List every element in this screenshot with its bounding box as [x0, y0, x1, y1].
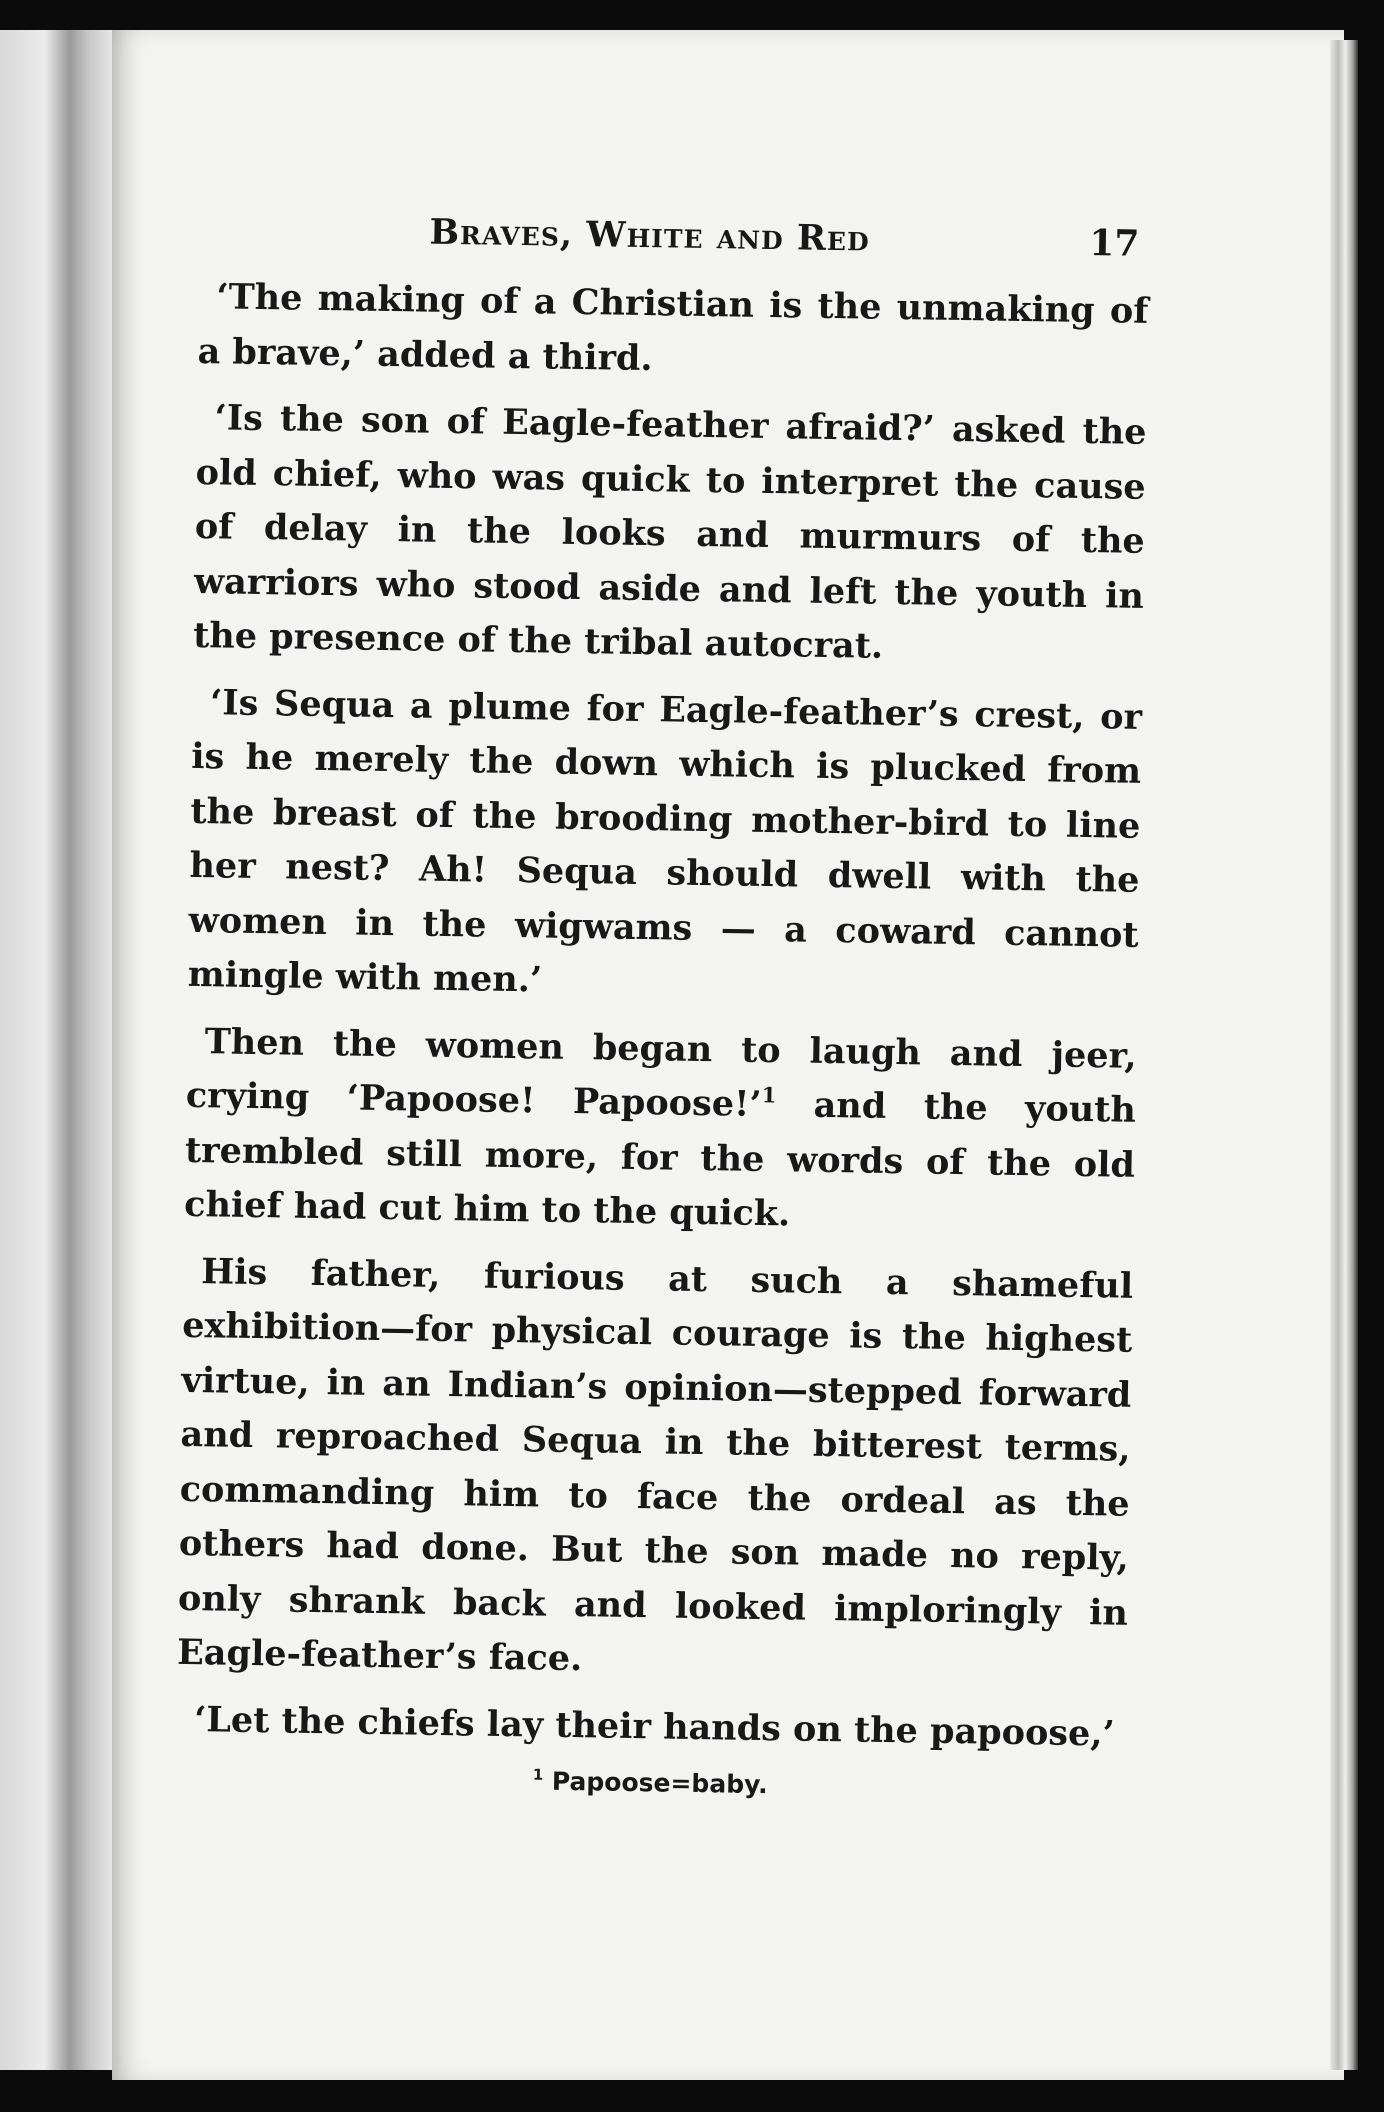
footnote-reference-mark: 1	[761, 1082, 777, 1108]
page-number: 17	[1088, 221, 1140, 265]
right-page-edge	[1330, 40, 1358, 2070]
page-text-block	[175, 200, 1150, 1805]
paragraph-4-text-after-mark: and the youth trembled still more, for the words of the old chief had cut him to the quick.	[183, 1084, 1137, 1235]
footnote-text: Papoose=baby.	[542, 1766, 768, 1800]
paragraph-3: ‘Is Sequa a plume for Eagle-feather’s crest, or is he merely the down which is plucked from the breast of the brooding mother-bird to line her nest? Ah! Sequa should dwell with the women in the wigwams — a coward cannot mingle with men.’	[187, 681, 1143, 1001]
paragraph-1: ‘The making of a Christian is the unmaking of a brave,’ added a third.	[197, 276, 1149, 379]
footnote-mark: 1	[532, 1765, 544, 1784]
running-head-title: Braves, White and Red	[429, 211, 871, 260]
running-head	[199, 200, 1150, 285]
paragraph-5: His father, furious at such a shameful exhibition—for physical courage is the highest virtue, in an Indian’s opinion—stepped forward and reproached Sequa in the bitterest terms, commanding him to face the ordeal as the others had done. But the son made no reply, only shrank back and looked imploringly in Eagle-feather’s face.	[176, 1250, 1134, 1680]
paragraph-2: ‘Is the son of Eagle-feather afraid?’ asked the old chief, who was quick to interpret the cause of delay in the looks and murmurs of the warriors who stood aside and left the youth in the presence of the tribal autocrat.	[192, 397, 1147, 667]
paragraph-4	[184, 1014, 1137, 1247]
left-page-edge	[0, 30, 112, 2070]
paragraph-4-text-before-mark: Then the women began to laugh and jeer, crying ‘Papoose! Papoose!’	[185, 1020, 1137, 1125]
paragraph-6: ‘Let the chiefs lay their hands on the papoose,’	[193, 1698, 1116, 1755]
